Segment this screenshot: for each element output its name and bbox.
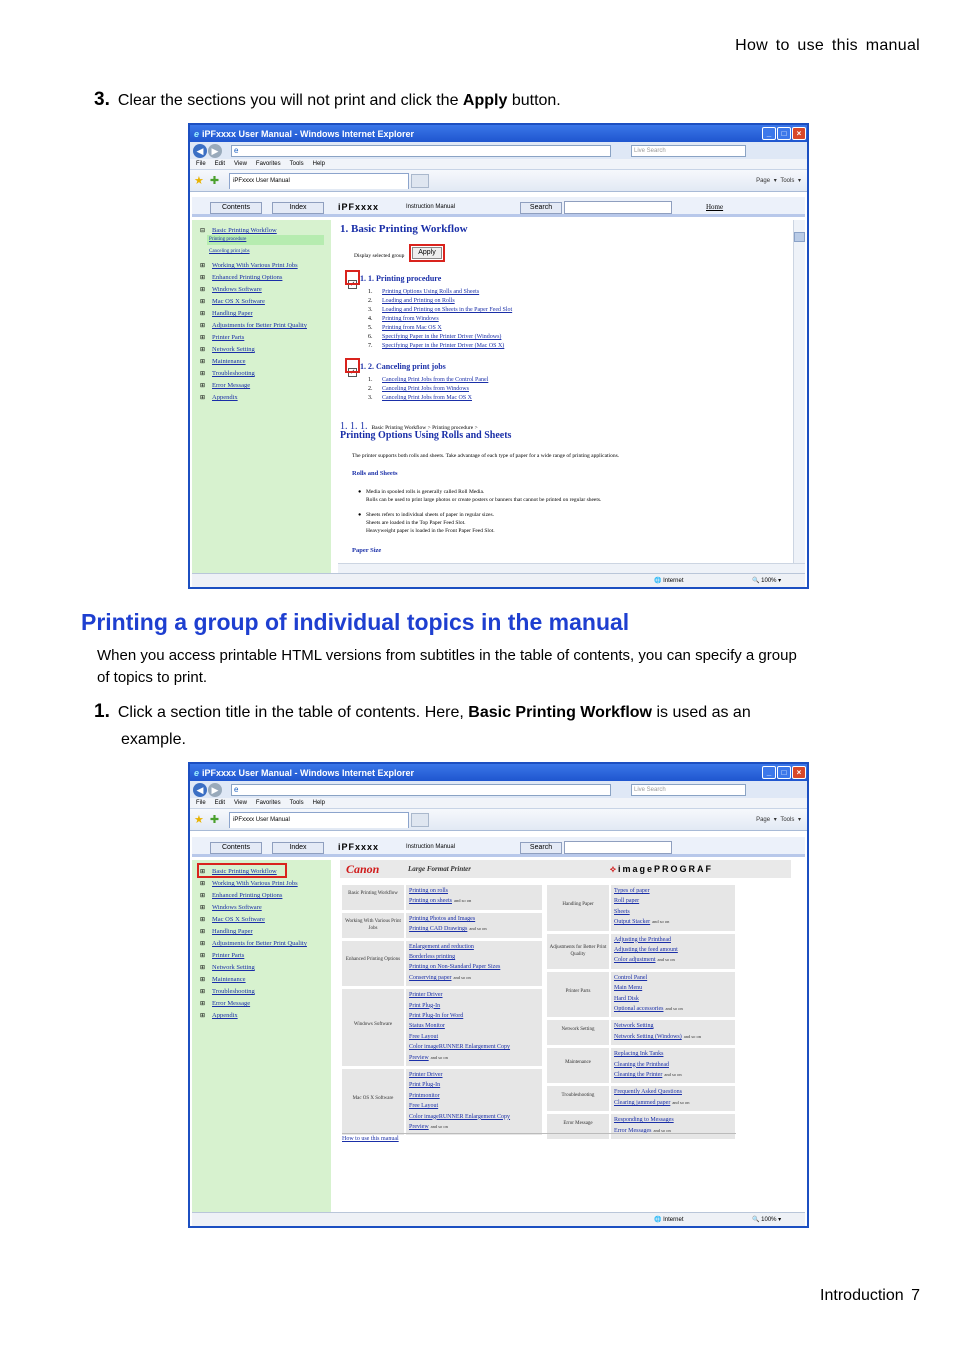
topic-intro: The printer supports both rolls and sheets. Take advantage of each type of paper for a wide range of printing applications. — [352, 453, 620, 459]
table-link[interactable]: Borderless printing — [409, 954, 456, 960]
list-item[interactable]: 1. Canceling Print Jobs from the Control Panel — [368, 377, 489, 383]
section-1-checkbox[interactable]: ✓ — [349, 280, 356, 288]
table-links-cell — [406, 1069, 542, 1135]
instruction-manual-label: Instruction Manual — [406, 204, 456, 210]
toc-item[interactable]: ⊞ Appendix — [200, 394, 238, 401]
manual-nav-bar — [192, 197, 805, 217]
list-item[interactable]: 2. Loading and Printing on Rolls — [368, 298, 455, 304]
table-link[interactable]: Printing CAD Drawings and so on — [409, 926, 487, 933]
table-link[interactable]: Cleaning the Printhead — [614, 1061, 669, 1068]
section-intro: When you access printable HTML versions from subtitles in the table of contents, you can specify a group of topics to print. — [97, 647, 797, 686]
table-category-cell — [547, 1020, 609, 1045]
favorites-bar — [190, 809, 807, 831]
bullet-2: ● Sheets refers to individual sheets of paper in regular sizes. Sheets are loaded in the Top Paper Feed Slot. Heavyweight paper is loaded in the Front Paper Feed Slot. — [358, 512, 495, 534]
maximize-button[interactable]: □ — [777, 127, 791, 140]
menu-help[interactable]: Help — [312, 800, 325, 806]
step-text: Clear the sections you will not print and click the — [117, 92, 463, 109]
close-button[interactable]: × — [792, 127, 806, 140]
table-link[interactable]: Preview and so on — [409, 1054, 448, 1061]
chapter-heading: 1. Basic Printing Workflow — [340, 223, 468, 235]
checkbox-highlight-2 — [345, 358, 360, 373]
table-category-label: Troubleshooting — [561, 1092, 595, 1098]
address-bar — [190, 142, 807, 159]
zone-label: 🌐 Internet — [654, 1217, 684, 1223]
step-text-end: button. — [507, 92, 561, 109]
ie-icon: e — [194, 767, 200, 778]
table-category-label: Handling Paper — [562, 901, 594, 907]
table-links-cell — [611, 1086, 735, 1111]
favorites-bar — [190, 170, 807, 192]
toc-item-highlight — [197, 863, 287, 878]
toc-item[interactable]: ⊞ Handling Paper — [200, 928, 253, 935]
browser-window-1 — [188, 123, 809, 589]
table-link[interactable]: Printing on sheets and so on — [409, 898, 472, 905]
table-link[interactable]: Print Plug-In for Word — [409, 1013, 464, 1019]
menu-tools[interactable]: Tools — [289, 800, 304, 806]
table-link[interactable]: Roll paper — [614, 898, 640, 905]
ie-icon: e — [194, 128, 200, 139]
menu-edit[interactable]: Edit — [214, 800, 226, 806]
contents-tab[interactable]: Contents — [210, 202, 262, 214]
table-link[interactable]: Print Plug-In — [409, 1082, 441, 1089]
browser-tab[interactable]: iPFxxxx User Manual — [229, 173, 409, 189]
table-link[interactable]: Printing Photos and Images — [409, 915, 476, 922]
table-link[interactable]: Error Messages and so on — [614, 1127, 671, 1134]
maximize-button[interactable]: □ — [777, 766, 791, 779]
live-search-input[interactable]: Live Search — [631, 784, 746, 796]
toc-item[interactable]: ⊞ Error Message — [200, 382, 251, 389]
page-footer: Introduction 7 — [820, 1287, 920, 1304]
search-button[interactable]: Search — [520, 202, 562, 214]
zone-label: 🌐 Internet — [654, 578, 684, 584]
menu-favorites[interactable]: Favorites — [255, 800, 281, 806]
vertical-scrollbar[interactable] — [793, 220, 805, 563]
menu-tools[interactable]: Tools — [289, 161, 304, 167]
search-button[interactable]: Search — [520, 842, 562, 854]
table-category-cell — [547, 972, 609, 1018]
table-link[interactable]: Hard Disk — [614, 995, 639, 1002]
toc-sidebar — [192, 860, 331, 1212]
table-category-label: Working With Various Print Jobs — [345, 919, 401, 932]
how-to-use-link[interactable]: How to use this manual — [342, 1136, 399, 1142]
table-category-label: Adjustments for Better Print Quality — [549, 945, 607, 958]
manual-content — [338, 220, 789, 587]
step-text-end: is used as an — [652, 704, 751, 721]
table-category-label: Basic Printing Workflow — [348, 891, 398, 897]
address-bar — [190, 781, 807, 798]
new-tab-button[interactable] — [411, 174, 429, 188]
toc-item[interactable]: ⊞ Network Setting — [200, 964, 255, 971]
toc-item[interactable]: ⊞ Adjustments for Better Print Quality — [200, 322, 307, 329]
zoom-label[interactable]: 🔍 100% ▾ — [752, 578, 782, 584]
large-format-printer: Large Format Printer — [408, 865, 472, 873]
new-tab-button[interactable] — [411, 813, 429, 827]
step-number: 3. — [94, 89, 110, 110]
step-bold: Basic Printing Workflow — [468, 704, 652, 721]
list-item[interactable]: 7. Specifying Paper in the Printer Driver (Mac OS X) — [368, 343, 505, 349]
toc-item[interactable]: ⊞ Error Message — [200, 1000, 251, 1007]
toc-item[interactable]: ⊞ Printer Parts — [200, 952, 245, 959]
horizontal-scrollbar[interactable] — [338, 563, 805, 573]
minimize-button[interactable]: _ — [762, 127, 776, 140]
toc-sidebar — [192, 220, 331, 587]
table-link[interactable]: Enlargement and reduction — [409, 943, 474, 950]
table-category-cell — [342, 885, 404, 910]
step-number: 1. — [94, 701, 110, 722]
table-links-cell — [611, 1020, 735, 1045]
table-link[interactable]: Adjusting the feed amount — [614, 947, 678, 953]
table-links-cell — [611, 934, 735, 969]
favorites-star-icon[interactable]: ★ — [194, 175, 204, 187]
browser-tab[interactable]: iPFxxxx User Manual — [229, 812, 409, 828]
live-search-input[interactable]: Live Search — [631, 145, 746, 157]
table-link[interactable]: Free Layout — [409, 1033, 439, 1040]
search-input[interactable] — [564, 841, 672, 854]
table-category-label: Error Message — [563, 1120, 593, 1126]
forward-icon[interactable]: ▶ — [208, 144, 222, 158]
index-tab[interactable]: Index — [272, 202, 324, 214]
table-category-cell — [547, 1048, 609, 1083]
back-icon[interactable]: ◀ — [193, 144, 207, 158]
table-links-cell — [406, 989, 542, 1066]
toc-item[interactable]: ⊞ Windows Software — [200, 904, 262, 911]
list-item[interactable]: 4. Printing from Windows — [368, 316, 439, 322]
table-link[interactable]: Types of paper — [614, 888, 650, 894]
step-1 — [94, 698, 874, 753]
section-2-list — [368, 376, 488, 403]
toc-item[interactable]: ⊞ Network Setting — [200, 346, 255, 353]
list-item[interactable]: 1. Printing Options Using Rolls and Sheets — [368, 289, 480, 295]
table-links-cell — [406, 913, 542, 938]
title-bar — [190, 125, 807, 142]
table-category-label: Network Setting — [561, 1026, 595, 1032]
window-title: iPFxxxx User Manual - Windows Internet Explorer — [202, 767, 414, 778]
table-links-cell — [611, 885, 735, 931]
table-category-cell — [547, 885, 609, 931]
instruction-manual-label: Instruction Manual — [406, 844, 456, 850]
table-link[interactable]: Free Layout — [409, 1103, 439, 1110]
title-bar — [190, 764, 807, 781]
status-bar — [192, 1212, 805, 1226]
model-name: iPFxxxx — [338, 842, 380, 852]
table-link[interactable]: Color adjustment and so on — [614, 957, 675, 964]
step-bold: Apply — [462, 92, 508, 109]
toc-item[interactable]: ⊞ Adjustments for Better Print Quality — [200, 940, 307, 947]
toc-sub-item-selected[interactable]: Printing procedure — [207, 235, 324, 245]
menu-file[interactable]: File — [196, 800, 206, 806]
list-item[interactable]: 2. Canceling Print Jobs from Windows — [368, 386, 469, 392]
toc-item[interactable]: ⊞ Enhanced Printing Options — [200, 274, 283, 281]
menu-help[interactable]: Help — [312, 161, 325, 167]
list-item[interactable]: 3. Loading and Printing on Sheets in the Paper Feed Slot — [368, 307, 513, 313]
checkbox-highlight-1 — [345, 270, 360, 285]
table-category-cell — [342, 941, 404, 987]
toc-item[interactable]: ⊞ Appendix — [200, 1012, 238, 1019]
table-link[interactable]: Main Menu — [614, 985, 643, 992]
table-link[interactable]: Color imageRUNNER Enlargement Copy — [409, 1113, 511, 1120]
topic-title: Printing Options Using Rolls and Sheets — [340, 430, 512, 441]
search-input[interactable] — [564, 201, 672, 214]
back-icon[interactable]: ◀ — [193, 783, 207, 797]
footer-link-row — [342, 1133, 736, 1142]
sub-heading-2: Paper Size — [352, 547, 382, 554]
toc-item[interactable]: ⊞ Mac OS X Software — [200, 298, 265, 305]
table-category-cell — [342, 1069, 404, 1135]
table-link[interactable]: Frequently Asked Questions — [614, 1089, 682, 1096]
command-bar[interactable]: Page ▾ Tools ▾ — [756, 817, 801, 823]
toc-item[interactable]: ⊞ Maintenance — [200, 358, 246, 365]
toc-sub-item[interactable]: Canceling print jobs — [209, 249, 250, 254]
table-links-cell — [611, 972, 735, 1018]
table-link[interactable]: Adjusting the Printhead — [614, 936, 671, 943]
table-category-cell — [547, 934, 609, 969]
address-input[interactable]: e — [231, 784, 611, 796]
table-link[interactable]: Printer Driver — [409, 1072, 443, 1078]
favorites-star-icon[interactable]: ★ — [194, 814, 204, 826]
imageprograf-logo: ⟡imagePROGRAF — [610, 864, 713, 874]
table-category-label: Enhanced Printing Options — [345, 957, 401, 963]
manual-nav-bar — [192, 837, 805, 857]
menu-favorites[interactable]: Favorites — [255, 161, 281, 167]
index-tab[interactable]: Index — [272, 842, 324, 854]
table-link[interactable]: Cleaning the Printer and so on — [614, 1072, 682, 1078]
table-link[interactable]: Control Panel — [614, 974, 648, 981]
list-item[interactable]: 5. Printing from Mac OS X — [368, 325, 442, 331]
close-button[interactable]: × — [792, 766, 806, 779]
toc-item[interactable]: ⊟ Basic Printing Workflow — [200, 227, 277, 234]
zoom-label[interactable]: 🔍 100% ▾ — [752, 1217, 782, 1223]
manual-home — [340, 860, 791, 1212]
minimize-button[interactable]: _ — [762, 766, 776, 779]
apply-highlight — [409, 244, 445, 262]
apply-button[interactable]: Apply — [412, 247, 442, 259]
table-link[interactable]: Print Plug-In — [409, 1002, 441, 1009]
toc-item[interactable]: ⊞ Working With Various Print Jobs — [200, 262, 298, 269]
brand-banner — [340, 860, 791, 878]
table-link[interactable]: Color imageRUNNER Enlargement Copy — [409, 1044, 511, 1051]
window-title: iPFxxxx User Manual - Windows Internet Explorer — [202, 128, 414, 139]
section-2-checkbox[interactable]: ✓ — [349, 368, 356, 376]
toc-item[interactable]: ⊞ Troubleshooting — [200, 370, 255, 377]
table-link[interactable]: Sheets — [614, 908, 630, 915]
table-link[interactable]: Network Setting — [614, 1023, 654, 1030]
section-2-title: 1. 2. Canceling print jobs — [360, 362, 446, 371]
address-input[interactable]: e — [231, 145, 611, 157]
list-item[interactable]: 6. Specifying Paper in the Printer Driver (Windows) — [368, 334, 502, 340]
toc-item-selected[interactable]: ⊞ Basic Printing Workflow — [200, 868, 277, 875]
table-link[interactable]: Responding to Messages — [614, 1117, 674, 1124]
table-links-cell — [611, 1048, 735, 1083]
table-links-cell — [406, 941, 542, 987]
table-link[interactable]: Preview and so on — [409, 1124, 448, 1131]
page-header: How to use this manual — [735, 37, 920, 54]
toc-item[interactable]: ⊞ Handling Paper — [200, 310, 253, 317]
section-title: Printing a group of individual topics in the manual — [81, 609, 630, 635]
table-category-label: Printer Parts — [565, 988, 591, 994]
menu-view[interactable]: View — [234, 800, 247, 806]
status-bar — [192, 573, 805, 587]
sub-heading: Rolls and Sheets — [352, 470, 398, 477]
table-category-label: Mac OS X Software — [352, 1096, 394, 1102]
toc-item[interactable]: ⊞ Mac OS X Software — [200, 916, 265, 923]
table-link[interactable]: Optional accessories and so on — [614, 1006, 683, 1013]
model-name: iPFxxxx — [338, 202, 380, 212]
table-link[interactable]: Output Stacker and so on — [614, 919, 670, 926]
table-links-cell — [406, 885, 542, 910]
menu-edit[interactable]: Edit — [214, 161, 226, 167]
table-link[interactable]: Replacing Ink Tanks — [614, 1051, 664, 1058]
home-link[interactable]: Home — [706, 203, 724, 211]
table-category-cell — [342, 913, 404, 938]
list-item[interactable]: 3. Canceling Print Jobs from Mac OS X — [368, 395, 472, 401]
bullet-1: ● Media in spooled rolls is generally called Roll Media. Rolls can be used to print large photos or create posters or banners that cannot be printed on regular sheets. — [358, 489, 602, 503]
section-1-list — [368, 288, 512, 351]
table-link[interactable]: Printing on rolls — [409, 888, 449, 894]
table-category-cell — [547, 1086, 609, 1111]
menu-view[interactable]: View — [234, 161, 247, 167]
table-link[interactable]: Clearing jammed paper and so on — [614, 1099, 690, 1106]
step-text-line2: example. — [121, 731, 186, 748]
toc-item[interactable]: ⊞ Maintenance — [200, 976, 246, 983]
menu-bar — [190, 159, 807, 170]
command-bar[interactable]: Page ▾ Tools ▾ — [756, 178, 801, 184]
step-text: Click a section title in the table of contents. Here, — [117, 704, 469, 721]
step-3 — [94, 86, 561, 114]
toc-item[interactable]: ⊞ Troubleshooting — [200, 988, 255, 995]
table-link[interactable]: Printing on Non-Standard Paper Sizes — [409, 964, 501, 971]
table-category-label: Maintenance — [565, 1059, 591, 1065]
add-favorite-icon[interactable]: ✚ — [209, 814, 220, 826]
table-category-cell — [342, 989, 404, 1066]
contents-tab[interactable]: Contents — [210, 842, 262, 854]
forward-icon[interactable]: ▶ — [208, 783, 222, 797]
table-link[interactable]: Printer Driver — [409, 992, 443, 999]
toc-item[interactable]: ⊞ Printer Parts — [200, 334, 245, 341]
display-group-label: Display selected group — [354, 253, 405, 259]
toc-item[interactable]: ⊞ Enhanced Printing Options — [200, 892, 283, 899]
table-category-label: Windows Software — [353, 1021, 393, 1027]
canon-logo: Canon — [346, 862, 380, 876]
section-1-title: 1. 1. Printing procedure — [360, 274, 442, 283]
breadcrumb: 1. 1. 1. Basic Printing Workflow > Printing procedure > — [340, 421, 478, 432]
toc-item[interactable]: ⊞ Working With Various Print Jobs — [200, 880, 298, 887]
toc-item[interactable]: ⊞ Windows Software — [200, 286, 262, 293]
table-link[interactable]: Network Setting (Windows) and so on — [614, 1033, 701, 1040]
table-link[interactable]: Status Monitor — [409, 1023, 445, 1030]
browser-window-2 — [188, 762, 809, 1228]
table-link[interactable]: Conserving paper and so on — [409, 974, 471, 981]
menu-bar — [190, 798, 807, 809]
add-favorite-icon[interactable]: ✚ — [209, 175, 220, 187]
menu-file[interactable]: File — [196, 161, 206, 167]
table-link[interactable]: Printmonitor — [409, 1092, 440, 1099]
